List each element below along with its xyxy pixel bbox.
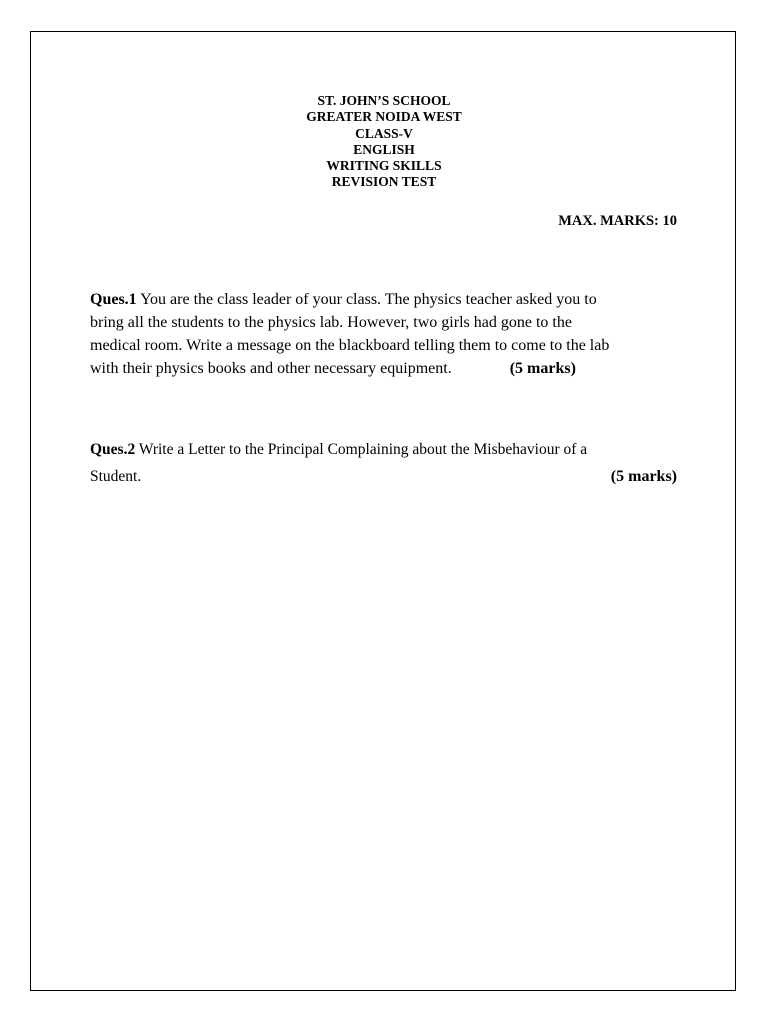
question-line: medical room. Write a message on the blackboard telling them to come to the lab	[90, 337, 610, 354]
question-marks: (5 marks)	[509, 360, 576, 377]
question-label: Ques.2	[90, 441, 136, 458]
school-name: ST. JOHN’S SCHOOL	[317, 93, 451, 108]
question-line	[90, 357, 680, 380]
question-line	[90, 436, 680, 463]
test-title: REVISION TEST	[331, 174, 437, 190]
question-text: Student.	[90, 468, 142, 485]
question-text: You are the class leader of your class. The physics teacher asked you to	[140, 291, 597, 308]
max-marks: MAX. MARKS: 10	[558, 213, 677, 229]
question-text: with their physics books and other necessary equipment.	[90, 360, 452, 377]
document-header	[0, 93, 768, 191]
subject-label: ENGLISH	[353, 141, 415, 157]
question-text: Write a Letter to the Principal Complaining about the Misbehaviour of a	[138, 441, 588, 458]
question-1	[90, 288, 680, 380]
question-line: bring all the students to the physics lab. However, two girls had gone to the	[90, 314, 572, 331]
question-line	[90, 463, 680, 490]
question-marks: (5 marks)	[610, 468, 677, 485]
question-2	[90, 436, 680, 490]
question-line	[90, 288, 680, 311]
class-label: CLASS-V	[355, 125, 413, 141]
question-label: Ques.1	[90, 291, 137, 308]
school-location: GREATER NOIDA WEST	[306, 109, 462, 125]
topic-label: WRITING SKILLS	[326, 158, 442, 174]
